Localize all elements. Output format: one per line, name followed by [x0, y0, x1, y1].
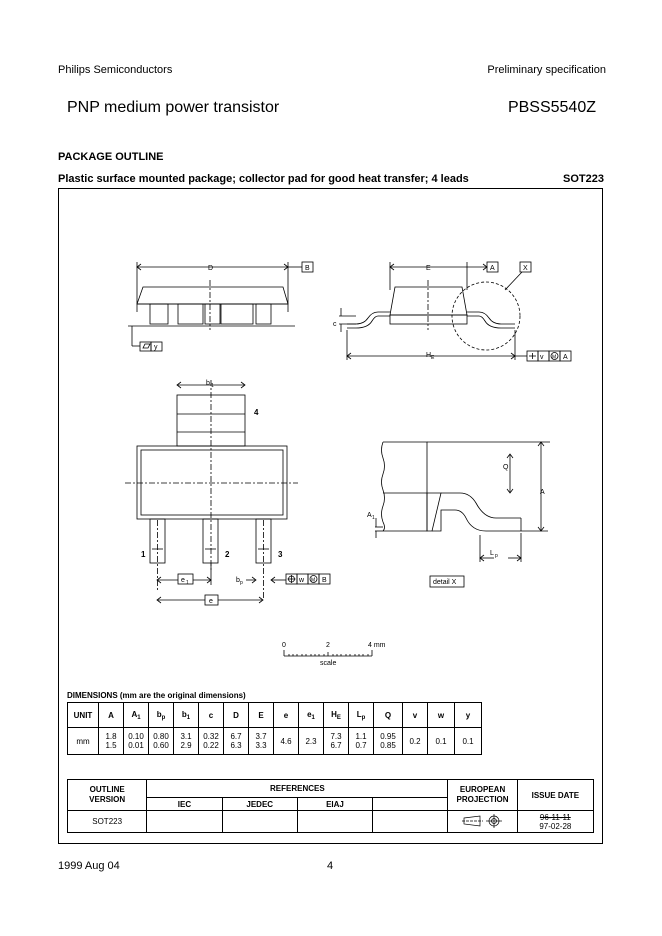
footer-date: 1999 Aug 04: [58, 860, 120, 872]
dim-value-top: 0.2: [409, 736, 421, 746]
dim-value-top: 6.7: [230, 732, 242, 741]
detail-x-view: [375, 442, 550, 587]
pin-1: 1: [141, 550, 146, 559]
dim-header-main: c: [208, 710, 214, 720]
header-spec-status: Preliminary specification: [487, 64, 606, 76]
dim-header-main: H: [331, 709, 337, 719]
tolerance-datum-B: B: [322, 577, 327, 584]
dim-header-cell: [455, 703, 482, 728]
dim-c: c: [333, 321, 337, 328]
dim-header-main: Q: [384, 710, 392, 720]
dim-header-cell: [99, 703, 124, 728]
dim-header-main: e: [283, 710, 289, 720]
dim-value-bottom: 3.3: [255, 741, 267, 750]
dim-value-cell: [324, 728, 349, 755]
scale-4mm: 4 mm: [368, 642, 386, 649]
outline-version-value: SOT223: [68, 811, 147, 833]
dim-value-cell: [199, 728, 224, 755]
scale-2: 2: [326, 642, 330, 649]
dim-value-bottom: 0.01: [128, 741, 144, 750]
tolerance-datum-A: A: [563, 354, 568, 361]
dim-header-cell: [199, 703, 224, 728]
dim-value-bottom: 0.7: [355, 741, 367, 750]
jedec-header: JEDEC: [222, 798, 297, 811]
side-view-labels: [154, 265, 310, 351]
header-company: Philips Semiconductors: [58, 64, 173, 76]
page-title: PNP medium power transistor: [67, 99, 280, 116]
dim-header-main: b: [181, 709, 187, 719]
dim-header-cell: [224, 703, 249, 728]
blank-reference-header: [373, 798, 448, 811]
dim-value-bottom: 2.9: [180, 741, 192, 750]
dim-header-main: UNIT: [73, 710, 93, 720]
dim-value-cell: [299, 728, 324, 755]
dim-value-cell: [68, 728, 99, 755]
tolerance-y: y: [154, 344, 158, 351]
dim-header-main: E: [258, 710, 264, 720]
dim-value-top: 3.1: [180, 732, 192, 741]
dim-value-cell: [174, 728, 199, 755]
pin-2: 2: [225, 550, 230, 559]
dimensions-value-row: [68, 728, 482, 755]
datum-B: B: [305, 265, 310, 272]
dim-header-cell: [249, 703, 274, 728]
eiaj-value: [297, 811, 372, 833]
issue-date-header: ISSUE DATE: [517, 780, 593, 811]
dim-value-cell: [274, 728, 299, 755]
detail-X-label: X: [523, 265, 528, 272]
side-view: [128, 262, 313, 351]
dim-value-top: 1.8: [105, 732, 117, 741]
end-view-labels: [333, 265, 568, 361]
dim-value-cell: [99, 728, 124, 755]
dim-bp-sub: p: [240, 580, 243, 586]
scale-caption: scale: [320, 660, 337, 667]
dim-header-sub: 1: [186, 714, 191, 721]
dim-A1-sub: 1: [372, 515, 375, 521]
projection-icon: [461, 813, 505, 829]
jedec-value: [222, 811, 297, 833]
top-view: [125, 380, 330, 605]
dim-value-top: mm: [76, 736, 90, 746]
european-projection-header: EUROPEAN PROJECTION: [448, 780, 517, 811]
dim-value-cell: [349, 728, 374, 755]
dimensions-header-row: [68, 703, 482, 728]
dim-A: A: [540, 489, 545, 496]
dim-e1: e: [181, 577, 185, 584]
dim-e: e: [209, 598, 213, 605]
dim-header-main: A: [108, 710, 114, 720]
tolerance-v: v: [540, 354, 544, 361]
dim-value-top: 0.1: [435, 736, 447, 746]
scale-labels: [282, 642, 386, 667]
dim-Lp: L: [490, 550, 494, 557]
dim-value-top: 4.6: [280, 736, 292, 746]
package-description: Plastic surface mounted package; collector pad for good heat transfer; 4 leads: [58, 173, 469, 185]
scale-bar: [284, 650, 372, 656]
dim-value-cell: [149, 728, 174, 755]
dim-value-cell: [224, 728, 249, 755]
dim-Q: Q: [503, 464, 509, 471]
dim-value-bottom: 6.3: [230, 741, 242, 750]
footer-page-number: 4: [327, 860, 334, 872]
mmc-symbol-2: M: [311, 577, 316, 584]
dim-value-cell: [374, 728, 403, 755]
dim-HE-sub: E: [431, 355, 435, 361]
dim-header-cell: [174, 703, 199, 728]
mmc-symbol: M: [552, 354, 557, 361]
dim-value-cell: [403, 728, 428, 755]
dim-header-sub: 1: [311, 714, 315, 721]
datum-A: A: [490, 265, 495, 272]
outline-table: [67, 779, 594, 833]
dim-A1: A: [367, 512, 372, 519]
dim-header-cell: [374, 703, 403, 728]
dim-header-sub: 1: [137, 714, 141, 721]
dim-header-main: w: [437, 710, 445, 720]
scale-0: 0: [282, 642, 286, 649]
dim-header-main: e: [307, 709, 312, 719]
dim-header-sub: p: [361, 714, 366, 721]
dim-value-bottom: 0.22: [203, 741, 219, 750]
dim-value-top: 0.95: [380, 732, 396, 741]
dim-header-cell: [349, 703, 374, 728]
package-code: SOT223: [563, 173, 604, 185]
dim-value-cell: [249, 728, 274, 755]
dim-value-cell: [124, 728, 149, 755]
dim-header-main: v: [412, 710, 418, 720]
issue-date-old: 96-11-11: [539, 812, 571, 822]
dim-value-bottom: 1.5: [105, 741, 117, 750]
dim-value-bottom: 0.85: [380, 741, 396, 750]
iec-value: [147, 811, 222, 833]
projection-symbol: [448, 811, 517, 833]
dim-E: E: [426, 265, 431, 272]
dim-value-top: 2.3: [305, 736, 317, 746]
issue-date-new: 97-02-28: [539, 821, 572, 831]
dim-header-cell: [428, 703, 455, 728]
dim-header-main: b: [156, 709, 162, 719]
dim-value-top: 0.1: [462, 736, 474, 746]
pin-3: 3: [278, 550, 283, 559]
dim-value-cell: [455, 728, 482, 755]
dim-value-bottom: 6.7: [330, 741, 342, 750]
dim-header-cell: [149, 703, 174, 728]
detail-x-labels: [367, 464, 545, 586]
dim-b1-sub: 1: [211, 383, 214, 389]
dim-D: D: [208, 265, 214, 272]
dim-value-top: 0.32: [203, 732, 219, 741]
detail-X-caption: detail X: [433, 579, 457, 586]
dim-Lp-sub: p: [495, 553, 498, 559]
dim-header-cell: [124, 703, 149, 728]
dimensions-table: [67, 702, 482, 755]
dim-header-main: y: [465, 710, 471, 720]
dim-header-sub: E: [336, 714, 341, 721]
part-number: PBSS5540Z: [507, 99, 596, 116]
dim-value-cell: [428, 728, 455, 755]
iec-header: IEC: [147, 798, 222, 811]
dim-HE: H: [426, 352, 432, 359]
outline-version-header: OUTLINE VERSION: [68, 780, 147, 811]
dim-header-cell: [299, 703, 324, 728]
dim-value-top: 3.7: [255, 732, 267, 741]
dim-value-top: 1.1: [355, 732, 367, 741]
tolerance-w: w: [299, 577, 305, 584]
dim-header-main: L: [356, 709, 362, 719]
dim-value-top: 0.10: [128, 732, 144, 741]
dim-header-cell: [68, 703, 99, 728]
dim-value-top: 7.3: [330, 732, 342, 741]
dim-b1: b: [206, 380, 210, 387]
pin-4: 4: [254, 408, 259, 417]
dim-value-top: 0.80: [153, 732, 169, 741]
blank-reference-value: [373, 811, 448, 833]
dim-header-cell: [324, 703, 349, 728]
dim-e1-sub: 1: [186, 580, 189, 586]
dimensions-caption: DIMENSIONS (mm are the original dimensions): [67, 691, 246, 700]
dim-header-main: A: [131, 709, 138, 719]
dim-header-main: D: [233, 710, 239, 720]
dim-header-cell: [403, 703, 428, 728]
section-heading: PACKAGE OUTLINE: [58, 151, 164, 163]
dim-value-bottom: 0.60: [153, 741, 169, 750]
dim-header-sub: p: [161, 714, 166, 721]
eiaj-header: EIAJ: [297, 798, 372, 811]
dim-bp: b: [236, 577, 240, 584]
end-view: [339, 262, 571, 361]
dim-header-cell: [274, 703, 299, 728]
references-header: REFERENCES: [147, 780, 448, 798]
